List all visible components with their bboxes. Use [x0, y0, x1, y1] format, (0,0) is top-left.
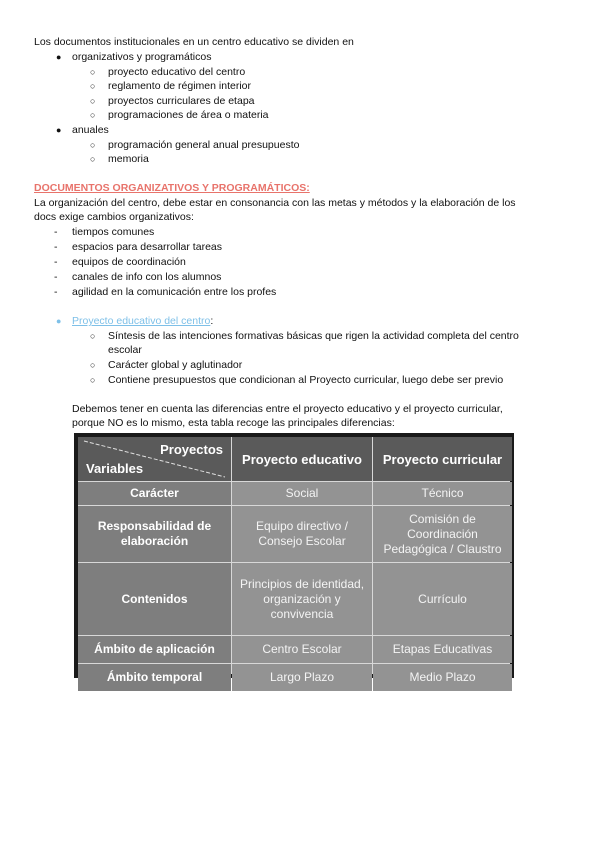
row-label: Ámbito de aplicación	[78, 636, 231, 663]
table-cell: Centro Escolar	[232, 636, 372, 663]
dash-item: agilidad en la comunicación entre los profes	[72, 286, 277, 298]
bullet-icon: ●	[56, 52, 62, 62]
table-cell: Largo Plazo	[232, 664, 372, 691]
list-item: proyectos curriculares de etapa	[108, 95, 255, 107]
table-cell: Etapas Educativas	[373, 636, 512, 663]
corner-bottom-label: Variables	[86, 461, 144, 476]
circle-bullet-icon: ○	[90, 96, 96, 106]
group-label: organizativos y programáticos	[72, 51, 212, 63]
dash-item: canales de info con los alumnos	[72, 271, 222, 283]
circle-bullet-icon: ○	[90, 375, 96, 385]
list-item: reglamento de régimen interior	[108, 80, 251, 92]
list-item-continued: escolar	[108, 344, 142, 356]
list-item: programaciones de área o materia	[108, 109, 269, 121]
circle-bullet-icon: ○	[90, 110, 96, 120]
note-text: Debemos tener en cuenta las diferencias entre el proyecto educativo y el proyecto curricular,	[72, 403, 503, 415]
row-label: Carácter	[78, 482, 231, 505]
corner-top-label: Proyectos	[160, 442, 223, 457]
column-header: Proyecto curricular	[373, 437, 512, 481]
list-item: proyecto educativo del centro	[108, 66, 246, 78]
table-cell: Comisión de Coordinación Pedagógica / Claustro	[373, 506, 512, 562]
colon: :	[210, 315, 214, 327]
table-cell: Principios de identidad, organización y convivencia	[232, 563, 372, 635]
note-text: porque NO es lo mismo, esta tabla recoge las principales diferencias:	[72, 417, 395, 429]
dash-marker: -	[54, 286, 58, 298]
row-label: Ámbito temporal	[78, 664, 231, 691]
dash-item: equipos de coordinación	[72, 256, 186, 268]
list-item: Carácter global y aglutinador	[108, 359, 243, 371]
dash-item: espacios para desarrollar tareas	[72, 241, 222, 253]
bullet-icon: ●	[56, 125, 62, 135]
dash-item: tiempos comunes	[72, 226, 155, 238]
circle-bullet-icon: ○	[90, 67, 96, 77]
circle-bullet-icon: ○	[90, 154, 96, 164]
circle-bullet-icon: ○	[90, 331, 96, 341]
table-corner-cell	[78, 437, 231, 481]
section-paragraph: docs exige cambios organizativos:	[34, 211, 194, 223]
section-heading: DOCUMENTOS ORGANIZATIVOS Y PROGRAMÁTICOS:	[34, 182, 310, 194]
row-label: Responsabilidad de elaboración	[78, 506, 231, 562]
table-cell: Técnico	[373, 482, 512, 505]
column-header: Proyecto educativo	[232, 437, 372, 481]
bullet-icon: ●	[56, 316, 62, 326]
list-item: programación general anual presupuesto	[108, 139, 300, 151]
proyecto-educativo-link[interactable]: Proyecto educativo del centro	[72, 315, 211, 327]
list-item: Síntesis de las intenciones formativas básicas que rigen la actividad completa del centro	[108, 330, 519, 342]
table-cell: Currículo	[373, 563, 512, 635]
circle-bullet-icon: ○	[90, 140, 96, 150]
table-cell: Social	[232, 482, 372, 505]
table-cell: Equipo directivo / Consejo Escolar	[232, 506, 372, 562]
proyecto-line	[72, 315, 213, 328]
list-item: memoria	[108, 153, 149, 165]
dash-marker: -	[54, 241, 58, 253]
table-cell: Medio Plazo	[373, 664, 512, 691]
dash-marker: -	[54, 271, 58, 283]
comparison-table	[74, 433, 514, 684]
intro-text: Los documentos institucionales en un centro educativo se dividen en	[34, 36, 354, 48]
dash-marker: -	[54, 226, 58, 238]
section-paragraph: La organización del centro, debe estar en consonancia con las metas y métodos y la elaboración de los	[34, 197, 516, 209]
circle-bullet-icon: ○	[90, 81, 96, 91]
dash-marker: -	[54, 256, 58, 268]
circle-bullet-icon: ○	[90, 360, 96, 370]
group-label: anuales	[72, 124, 109, 136]
list-item: Contiene presupuestos que condicionan al Proyecto curricular, luego debe ser previo	[108, 374, 504, 386]
row-label: Contenidos	[78, 563, 231, 635]
